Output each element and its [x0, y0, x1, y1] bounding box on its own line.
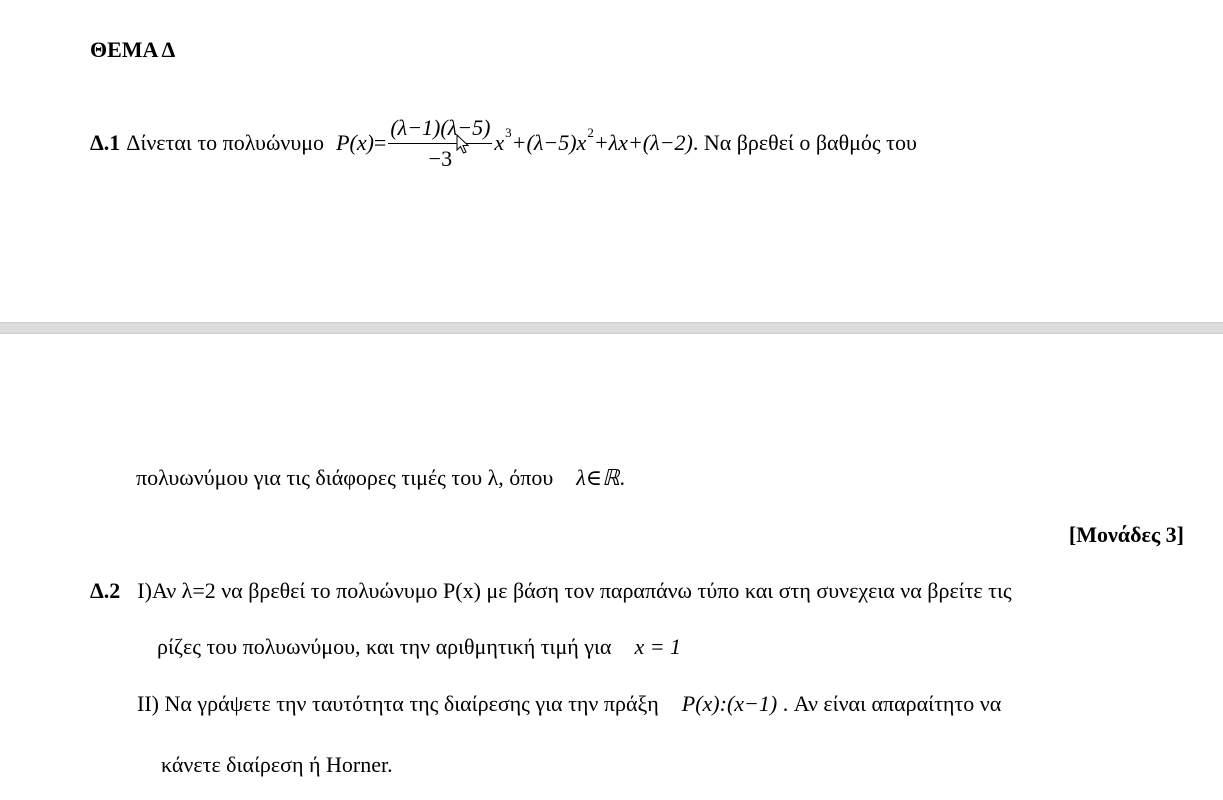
- equals-sign: =: [373, 129, 387, 155]
- question-d1-text-after: . Να βρεθεί ο βαθμός του: [692, 129, 917, 155]
- mouse-pointer-icon: [456, 134, 470, 154]
- domain-math: λ∈ℝ: [576, 465, 620, 490]
- question-d2-part2-text: ΙΙ) Να γράψετε την ταυτότητα της διαίρεσης για την πράξη: [137, 691, 659, 716]
- continuation-text: πολυωνύμου για τις διάφορες τιμές του λ, όπου: [136, 465, 554, 490]
- question-d2-part1-text: Ι)Αν λ=2 να βρεθεί το πολυώνυμο P(x) με βάση τον παραπάνω τύπο και στη συνεχεια να βρείτε τις: [137, 578, 1012, 603]
- question-d2-line-1: [90, 578, 1012, 604]
- points-label: [Μονάδες 3]: [1068, 522, 1184, 547]
- question-d2-part2-after: . Αν είναι απαραίτητο να: [782, 691, 1002, 716]
- question-d2-line-3: [137, 691, 1001, 717]
- page-2: [0, 334, 1223, 800]
- question-label-d1: Δ.1: [90, 129, 121, 155]
- page-1: [0, 0, 1223, 322]
- coefficient-fraction: [388, 113, 492, 174]
- period: .: [619, 465, 626, 490]
- term-x-cubed: x: [494, 129, 505, 155]
- question-d2-part1-text-2: ρίζες του πολυωνύμου, και την αριθμητική τιμή για: [157, 634, 612, 659]
- question-d1-text: Δίνεται το πολυώνυμο: [126, 129, 325, 155]
- question-d1-continuation: [136, 465, 625, 491]
- question-d2-line-2: [157, 634, 681, 660]
- question-d1-line: [90, 112, 917, 173]
- polynomial-name: P(x): [336, 129, 374, 155]
- page-title: ΘΕΜΑ Δ: [90, 37, 176, 62]
- term-linear-constant: +λx+(λ−2): [593, 129, 693, 155]
- term-x-squared: +(λ−5)x: [511, 129, 587, 155]
- fraction-denominator: −3: [428, 146, 453, 171]
- exponent-2: 2: [587, 124, 594, 140]
- question-d2-line-4: κάνετε διαίρεση ή Horner.: [161, 752, 393, 777]
- fraction-numerator: (λ−1)(λ−5): [390, 115, 491, 140]
- question-d2-part2-math: P(x):(x−1): [681, 691, 778, 716]
- exponent-3: 3: [505, 124, 512, 140]
- page-separator: [0, 322, 1223, 334]
- question-label-d2: Δ.2: [90, 578, 121, 603]
- question-d2-part1-math: x = 1: [634, 634, 682, 659]
